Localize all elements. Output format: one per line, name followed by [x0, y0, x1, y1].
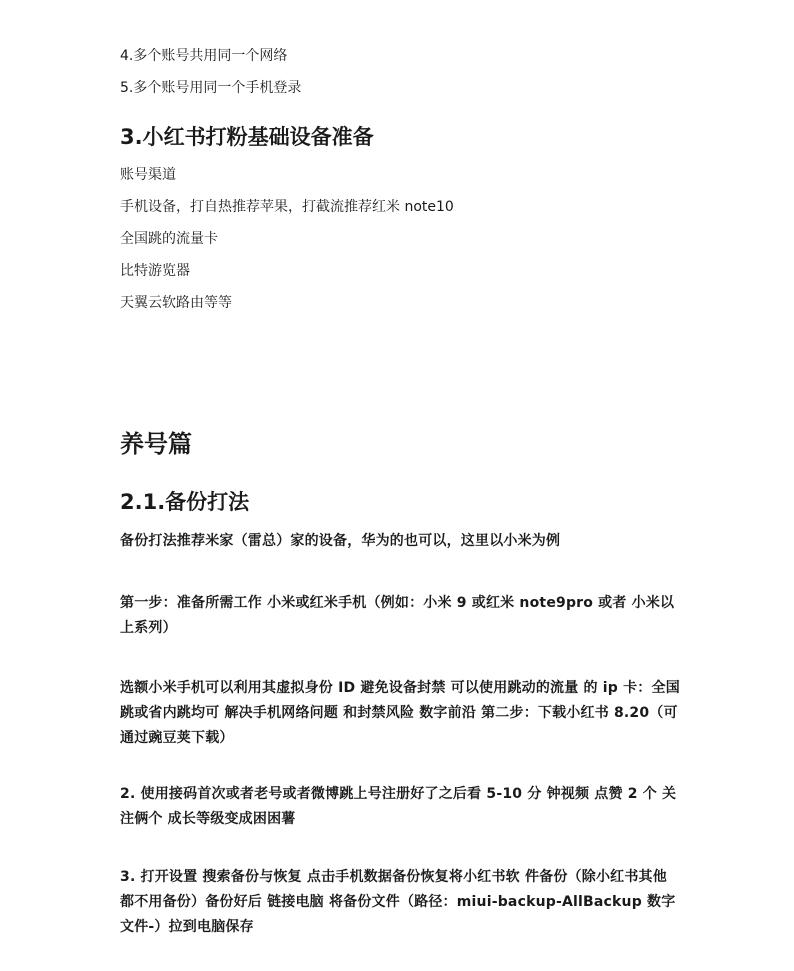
paragraph-step-2: 选额小米手机可以利用其虚拟身份 ID 避免设备封禁 可以使用跳动的流量 的 ip 卡：全国跳或省内跳均可 解决手机网络问题 和封禁风险 数字前沿 第二步：下载小红书 8.20（可通过豌豆荚下载）	[120, 680, 680, 746]
paragraph-step-register: 2. 使用接码首次或者老号或者微博跳上号注册好了之后看 5-10 分 钟视频 点赞 2 个 关注俩个 成长等级变成困困薯	[120, 786, 677, 827]
equipment-item-data-card: 全国跳的流量卡	[120, 231, 218, 247]
equipment-item-account-channel: 账号渠道	[120, 167, 176, 183]
paragraph-step-backup: 3. 打开设置 搜索备份与恢复 点击手机数据备份恢复将小红书软 件备份（除小红书其他都不用备份）备份好后 链接电脑 将备份文件（路径：miui-backup-AllBackup 数字文件-）拉到电脑保存	[120, 869, 676, 935]
section-3-heading: 3.小红书打粉基础设备准备	[120, 125, 374, 149]
list-item-5: 5.多个账号用同一个手机登录	[120, 80, 302, 96]
equipment-item-router: 天翼云软路由等等	[120, 295, 232, 311]
equipment-item-browser: 比特游览器	[120, 263, 190, 279]
paragraph-step-1: 第一步：准备所需工作 小米或红米手机（例如：小米 9 或红米 note9pro 或者 小米以上系列）	[120, 595, 675, 636]
equipment-item-phone: 手机设备，打自热推荐苹果，打截流推荐红米 note10	[120, 199, 454, 215]
chapter-title: 养号篇	[120, 430, 192, 458]
paragraph-intro: 备份打法推荐米家（雷总）家的设备，华为的也可以，这里以小米为例	[120, 533, 561, 549]
list-item-4: 4.多个账号共用同一个网络	[120, 48, 288, 64]
subsection-heading: 2.1.备份打法	[120, 490, 250, 514]
